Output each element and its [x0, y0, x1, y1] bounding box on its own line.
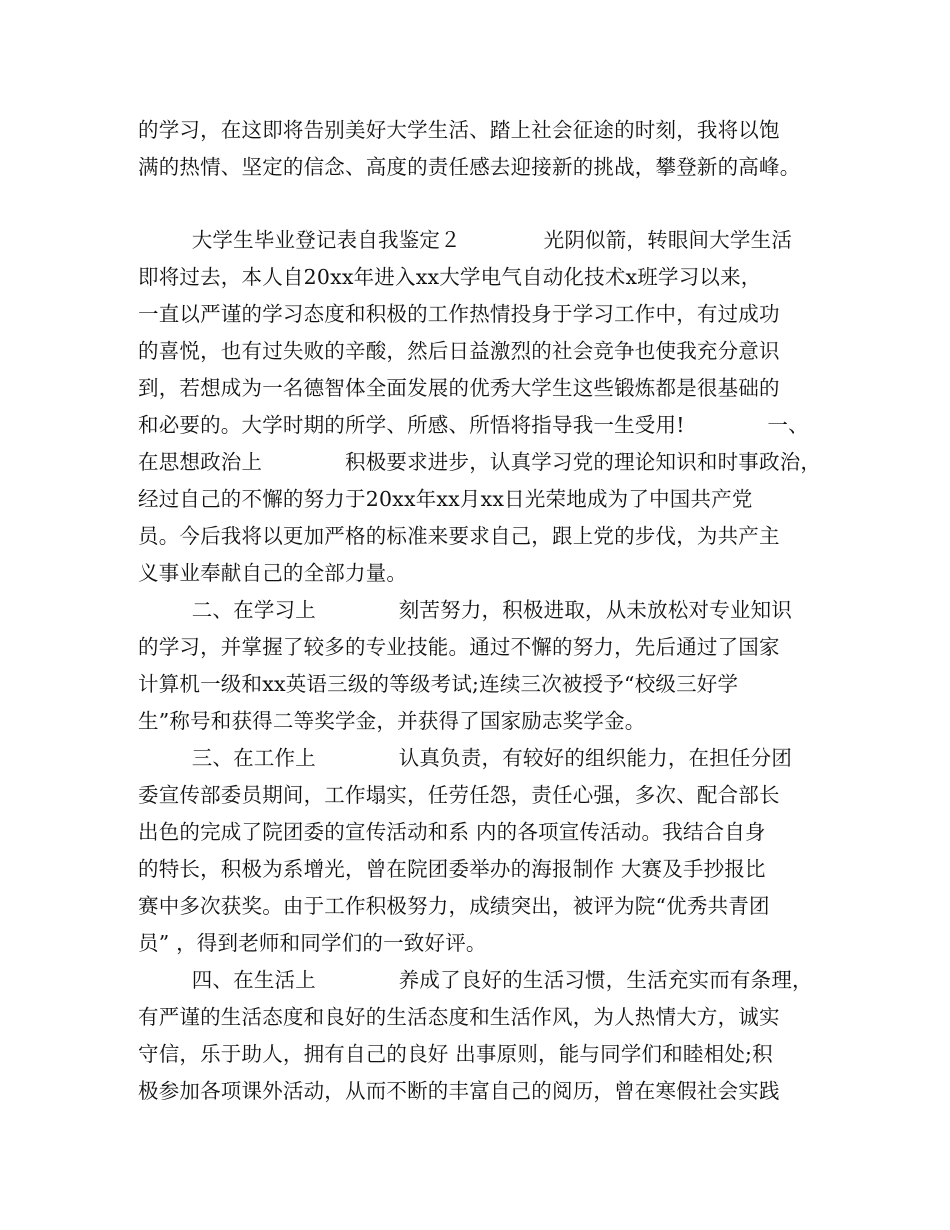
text-line: 的学习，在这即将告别美好大学生活、踏上社会征途的时刻，我将以饱 — [138, 118, 780, 142]
section-heading-line: 二、在学习上 刻苦努力，积极进取，从未放松对专业知识 — [138, 598, 793, 622]
text-line: 有严谨的生活态度和良好的生活态度和生活作风，为人热情大方，诚实 — [138, 1005, 780, 1029]
text-line: 委宣传部委员期间，工作塌实，任劳任怨，责任心强，多次、配合部长 — [138, 783, 780, 807]
text-line: 即将过去，本人自20xx年进入xx大学电气自动化技术x班学习以来， — [138, 265, 762, 289]
section-heading-line: 四、在生活上 养成了良好的生活习惯，生活充实而有条理， — [138, 968, 813, 992]
text-line: 员” ，得到老师和同学们的一致好评。 — [138, 931, 487, 955]
text-line: 的特长，积极为系增光，曾在院团委举办的海报制作 大赛及手抄报比 — [138, 857, 766, 881]
text-line: 守信，乐于助人，拥有自己的良好 出事原则，能与同学们和睦相处;积 — [138, 1042, 773, 1066]
section-heading-line: 大学生毕业登记表自我鉴定２ 光阴似箭，转眼间大学生活 — [138, 228, 793, 252]
text-line: 员。今后我将以更加严格的标准来要求自己，跟上党的步伐，为共产主 — [138, 524, 780, 548]
text-line: 在思想政治上 积极要求进步，认真学习党的理论知识和时事政治， — [138, 450, 822, 474]
text-line: 一直以严谨的学习态度和积极的工作热情投身于学习工作中，有过成功 — [138, 302, 780, 326]
text-line: 出色的完成了院团委的宣传活动和系 内的各项宣传活动。我结合自身 — [138, 820, 766, 844]
text-line: 经过自己的不懈的努力于20xx年xx月xx日光荣地成为了中国共产党 — [138, 487, 753, 511]
text-line: 计算机一级和xx英语三级的等级考试;连续三次被授予“校级三好学 — [138, 672, 739, 696]
text-line: 极参加各项课外活动，从而不断的丰富自己的阅历，曾在寒假社会实践 — [138, 1079, 780, 1103]
text-line: 赛中多次获奖。由于工作积极努力，成绩突出，被评为院“优秀共青团 — [138, 894, 770, 918]
text-line: 的喜悦，也有过失败的辛酸，然后日益激烈的社会竞争也使我充分意识 — [138, 339, 780, 363]
text-line: 义事业奉献自己的全部力量。 — [138, 561, 408, 585]
text-line: 满的热情、坚定的信念、高度的责任感去迎接新的挑战，攀登新的高峰。 — [138, 155, 801, 179]
text-line: 和必要的。大学时期的所学、所感、所悟将指导我一生受用! 一、 — [138, 413, 809, 437]
section-heading-line: 三、在工作上 认真负责，有较好的组织能力，在担任分团 — [138, 746, 793, 770]
text-line: 生”称号和获得二等奖学金，并获得了国家励志奖学金。 — [138, 709, 646, 733]
text-line: 到，若想成为一名德智体全面发展的优秀大学生这些锻炼都是很基础的 — [138, 376, 780, 400]
text-line: 的学习，并掌握了较多的专业技能。通过不懈的努力，先后通过了国家 — [138, 635, 780, 659]
